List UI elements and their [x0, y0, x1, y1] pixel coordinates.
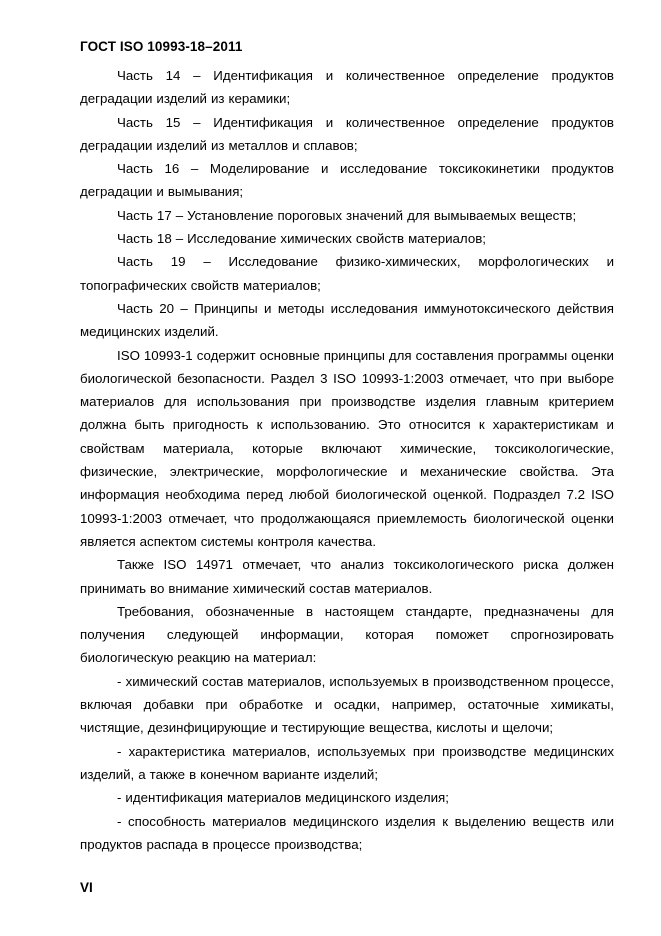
list-item-chemical-composition: - химический состав материалов, используемых в производственном процессе, включая добавки при обработке и осадки, например, остаточные химикаты, чистящие, дезинфицирующие и тестирующие вещества, кислоты и щелочи; — [80, 673, 614, 736]
paragraph-part-19: Часть 19 – Исследование физико-химических, морфологических и топографических свойств материалов; — [80, 254, 614, 293]
paragraph-part-17: Часть 17 – Установление пороговых значений для вымываемых веществ; — [117, 207, 577, 223]
list-item-material-identification: - идентификация материалов медицинского изделия; — [117, 790, 449, 806]
paragraph-part-15: Часть 15 – Идентификация и количественное определение продуктов деградации изделий из металлов и сплавов; — [80, 114, 614, 153]
list-item-material-characteristics: - характеристика материалов, используемых при производстве медицинских изделий, а также в конечном варианте изделий; — [80, 743, 614, 782]
paragraph-part-20: Часть 20 – Принципы и методы исследования иммунотоксического действия медицинских изделий. — [80, 300, 614, 340]
paragraph-iso-14971: Также ISO 14971 отмечает, что анализ токсикологического риска должен принимать во внимание химический состав материалов. — [80, 557, 614, 596]
list-item-substance-release: - способность материалов медицинского изделия к выделению веществ или продуктов распада в процессе производства; — [80, 813, 614, 852]
document-header: ГОСТ ISO 10993-18–2011 — [80, 39, 243, 54]
page-number: VI — [80, 880, 93, 895]
paragraph-part-16: Часть 16 – Моделирование и исследование токсикокинетики продуктов деградации и вымывания; — [80, 161, 614, 200]
paragraph-iso-10993-1: ISO 10993-1 содержит основные принципы для составления программы оценки биологической безопасности. Раздел 3 ISO 10993-1:2003 отмечает, что при выборе материалов для использования при производстве изделия главным критерием должна быть пригодность к использованию. Это относится к характеристикам и свойствам материала, которые включают химические, токсикологические, физические, электрические, морфологические и механические свойства. Эта информация необходима перед любой биологической оценкой. Подраздел 7.2 ISO 10993-1:2003 отмечает, что продолжающаяся приемлемость биологической оценки является аспектом системы контроля качества. — [80, 347, 614, 549]
paragraph-part-14: Часть 14 – Идентификация и количественное определение продуктов деградации изделий из керамики; — [80, 68, 614, 107]
paragraph-part-18: Часть 18 – Исследование химических свойств материалов; — [117, 231, 486, 247]
paragraph-requirements: Требования, обозначенные в настоящем стандарте, предназначены для получения следующей информации, которая поможет спрогнозировать биологическую реакцию на материал: — [80, 603, 614, 666]
document-body — [80, 64, 614, 856]
